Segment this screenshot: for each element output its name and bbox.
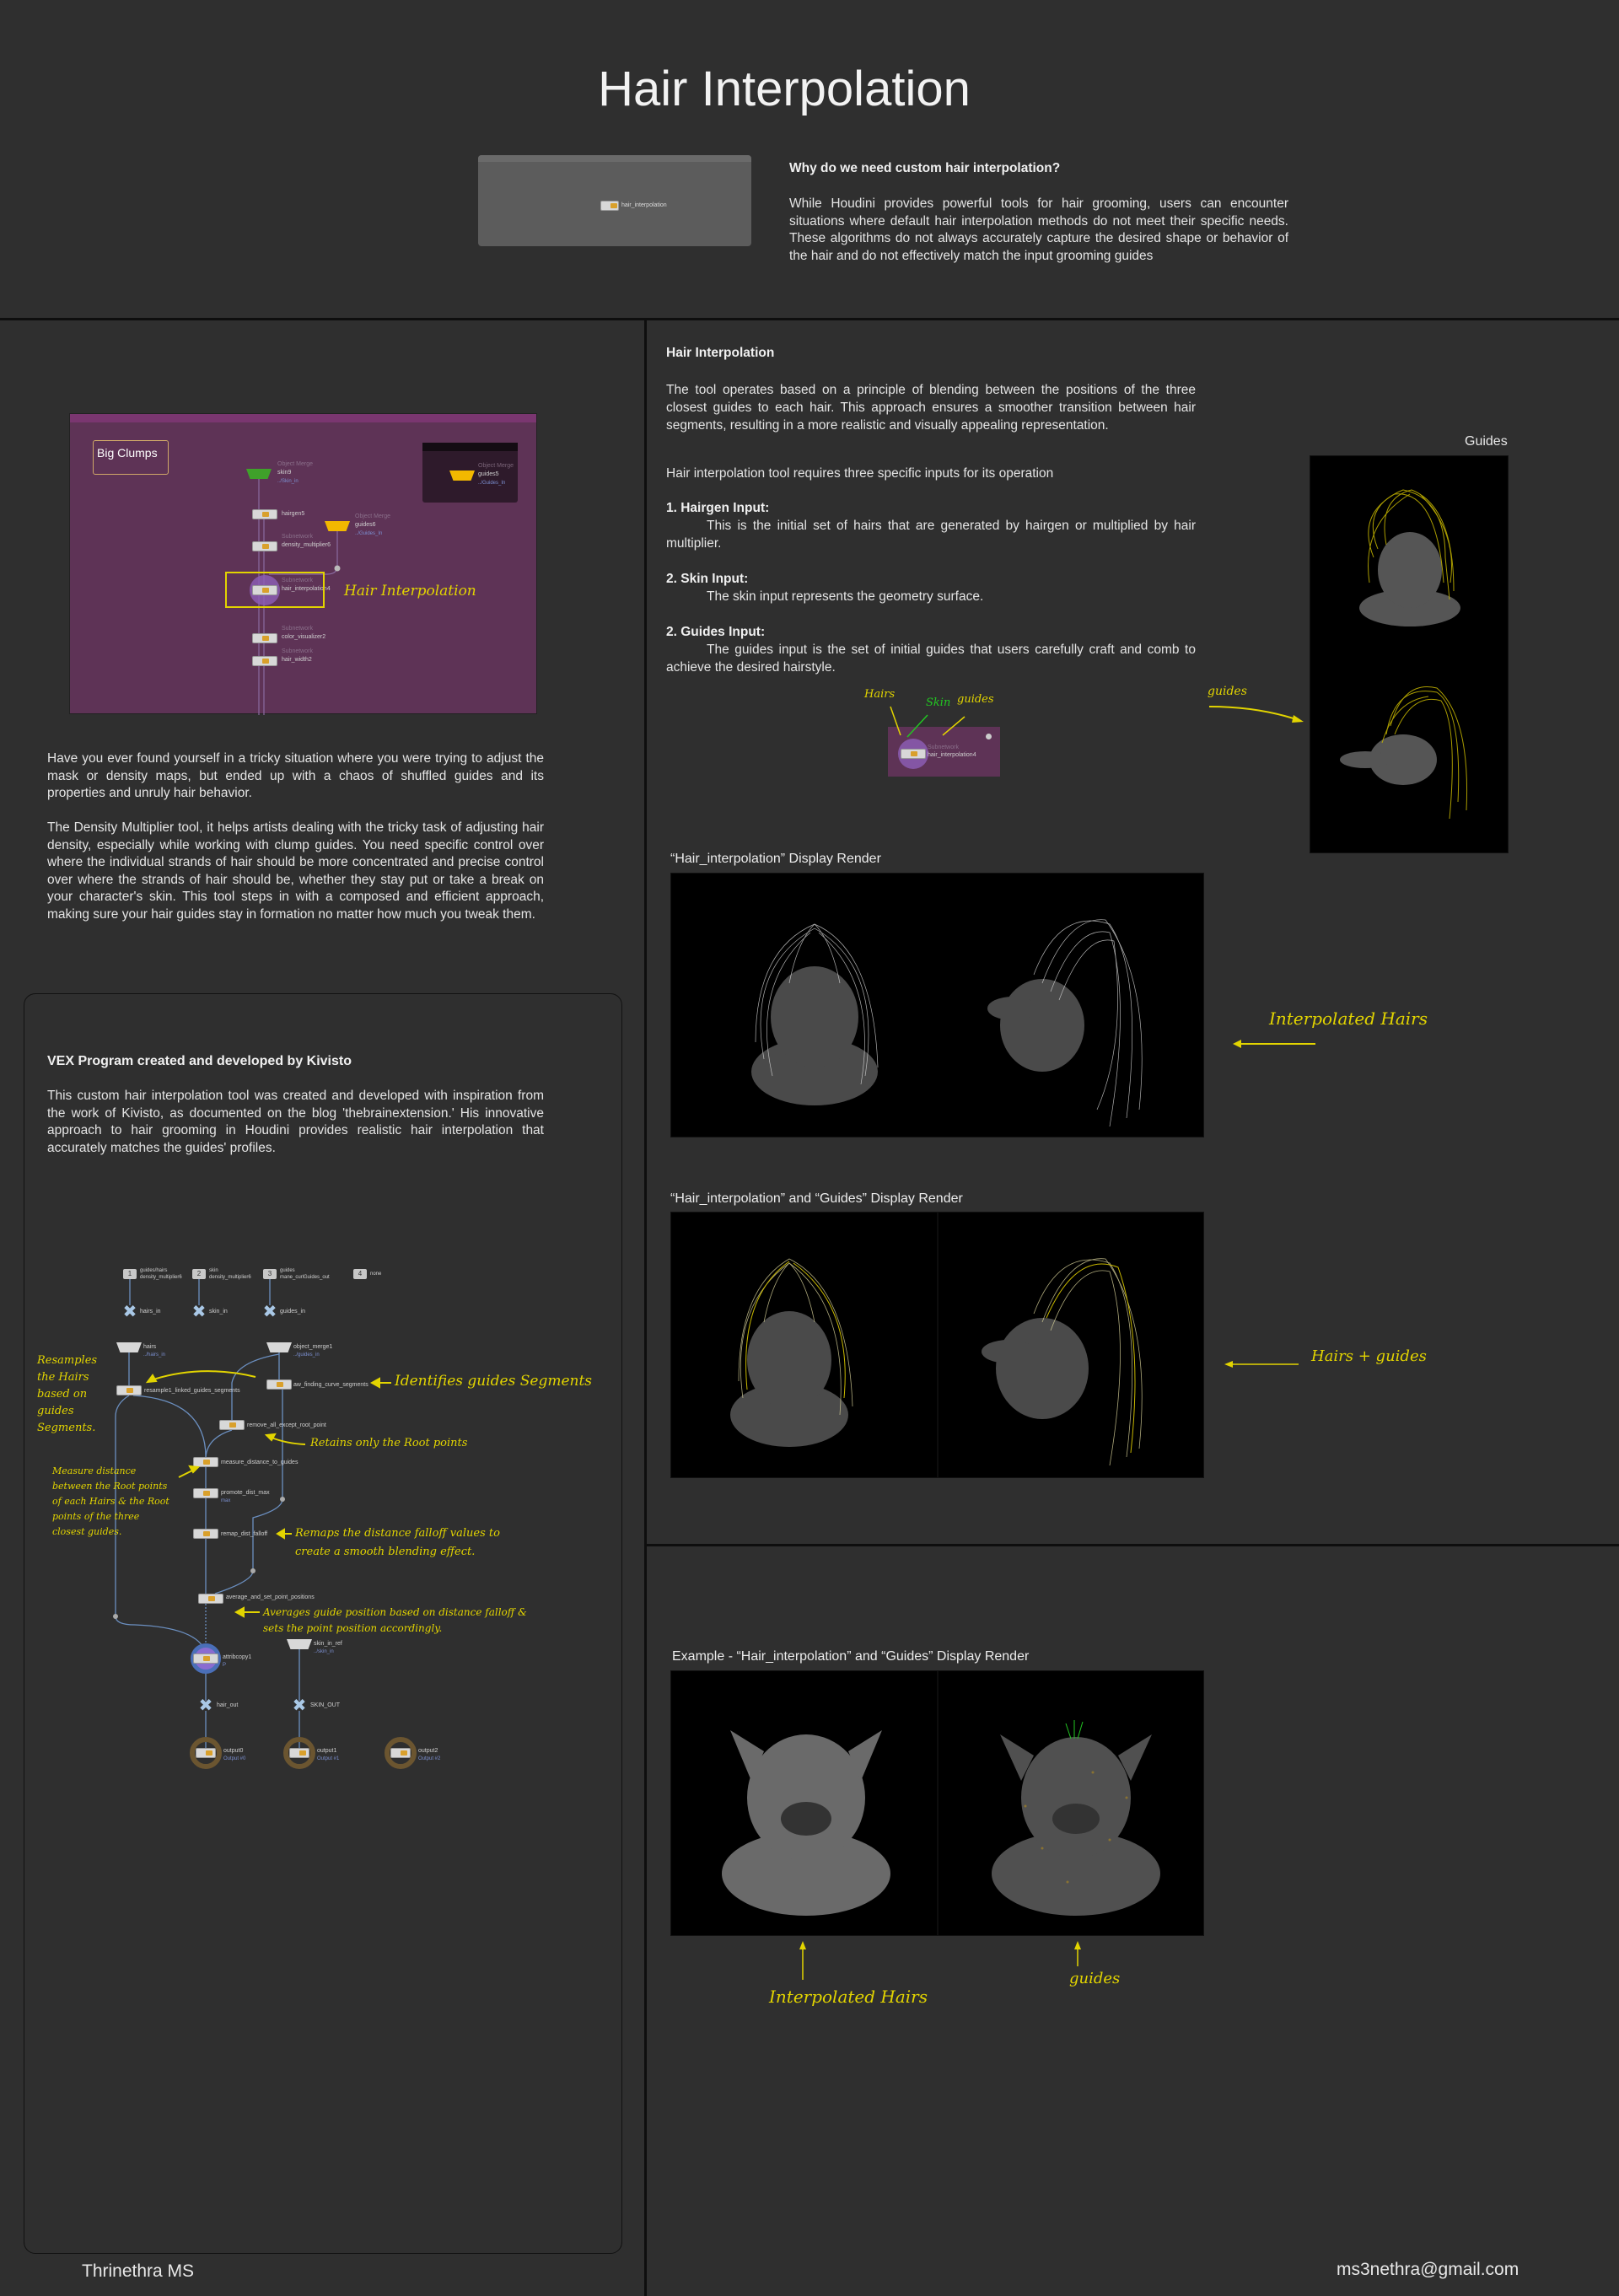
input-title: 2. Guides Input: [666,625,766,639]
intro-body: While Houdini provides powerful tools for hair grooming, users can encounter situations where default hair interpolation methods do not meet their specific needs. These algorithms do not always accurately capture the desired shape or behavior of the hair and do not effectively match the input grooming guides [789,196,1288,263]
node-sub-label: Output #0 [223,1756,246,1761]
example-render [670,1670,1204,1936]
highlight-rectangle [225,572,325,608]
node-name-label: skin_in [209,1309,228,1315]
null-node-icon[interactable]: ✖ [292,1696,307,1715]
node-output1[interactable] [289,1748,309,1758]
node-color-visualizer2[interactable] [252,633,277,643]
annotation-remaps: Remaps the distance falloff values to create a smooth blending effect. [295,1527,500,1558]
node-skin-in-ref[interactable] [287,1639,312,1649]
node-hair-width2[interactable] [252,656,277,666]
node-name-label: hair_interpolation4 [282,586,331,592]
annotation-arrow [1231,1035,1324,1052]
annotation-arrow [1223,1356,1307,1373]
node-type-label: Subnetwork [282,648,313,654]
node-name-label: remap_dist_falloff [221,1531,268,1537]
annotation-guides: guides [957,693,994,706]
node-name-label: promote_dist_max [221,1490,270,1496]
mini-annotation-arrows [860,703,978,738]
node-name-label: hairs [143,1344,157,1350]
column-divider [644,319,647,2296]
example-interpolated-hairs-annotation: Interpolated Hairs [769,1987,928,2007]
input-label: none [370,1272,382,1277]
node-label: hair_interpolation [621,202,667,208]
vex-body: This custom hair interpolation tool was created and developed with inspiration from the work of Kivisto, as documented on the blog 'thebrainextension.' His innovative approach to hair grooming in Houdini provides realistic hair interpolation that accurately matches the guides' profiles. [47,1089,544,1155]
node-sub-label: P [223,1663,227,1668]
node-name-label: hair_out [217,1702,239,1708]
node-density-multiplier6[interactable] [252,541,277,551]
node-type-label: Object Merge [478,463,514,469]
density-paragraph-2: The Density Multiplier tool, it helps artists dealing with the tricky task of adjusting hair density, especially while working with clump guides. You need specific control over where the individual strands of hair should be more concentrated and precise control over where the strands of hair should be, whether they stay put or take a break on your character's skin. This tool steps in with a composed and efficient approach, making sure your hair guides stay in formation no matter how much you tweak them. [47,820,544,922]
hair-interpolation-heading: Hair Interpolation [666,346,775,360]
node-name-label: measure_distance_to_guides [221,1460,299,1465]
node-hairgen5[interactable] [252,509,277,519]
null-node-icon[interactable]: ✖ [122,1303,137,1321]
node-path-label: ../Guides_In [478,481,506,486]
node-type-label: Subnetwork [928,745,959,750]
node-name-label: output2 [418,1748,438,1754]
guides-annotation-arrow [1208,703,1309,729]
annotation-identifies: Identifies guides Segments [395,1373,593,1390]
node-name-label: resample1_linked_guides_segments [144,1388,240,1394]
subnet-input-1[interactable]: 1 [123,1269,137,1279]
density-paragraph-1: Have you ever found yourself in a tricky situation where you were trying to adjust the mask or density maps, but ended up with a chaos of shuffled guides and its properties and unruly hair behavior. [47,751,544,800]
node-name-label: attribcopy1 [223,1654,252,1660]
render-caption: Example - “Hair_interpolation” and “Guides” Display Render [672,1649,1030,1664]
input-description: The skin input represents the geometry surface. [707,589,984,604]
guides-render [1310,455,1509,853]
input-label: guides/hairs [140,1268,168,1273]
render-illustration [671,1671,1204,1936]
network-box [422,443,518,503]
node-guides6[interactable] [325,521,350,531]
author-name: Thrinethra MS [82,2261,195,2281]
null-node-icon[interactable]: ✖ [191,1303,207,1321]
node-sub-label: Output #1 [317,1756,340,1761]
node-name-label: object_merge1 [293,1344,333,1350]
input-source: density_multiplier6 [140,1275,182,1280]
hair-interpolation-node-preview [478,155,751,246]
hair-interpolation-annotation: Hair Interpolation [344,583,476,600]
node-network-view [69,413,537,714]
node-path-label: ../skin_in [314,1649,334,1654]
node-skin9[interactable] [246,469,272,479]
node-output2[interactable] [390,1748,411,1758]
render-illustration [671,1213,1204,1478]
intro-heading: Why do we need custom hair interpolation? [789,161,1061,175]
node-hair-interpolation4[interactable] [901,749,926,759]
page-title: Hair Interpolation [598,62,971,116]
input-source: density_multiplier6 [209,1275,251,1280]
interpolated-hairs-annotation: Interpolated Hairs [1269,1008,1428,1029]
node-type-label: Subnetwork [282,534,313,540]
node-name-label: SKIN_OUT [310,1702,341,1708]
node-attribcopy1[interactable] [193,1653,218,1664]
input-title: 1. Hairgen Input: [666,501,770,515]
annotation-resample: Resamples the Hairs based on guides Segments. [37,1354,98,1434]
node-sub-label: max [221,1498,231,1503]
subnet-input-3[interactable]: 3 [263,1269,277,1279]
annotation-retains: Retains only the Root points [310,1437,468,1449]
input-description: This is the initial set of hairs that are generated by hairgen or multiplied by hair multiplier. [666,519,1196,551]
node-name-label: average_and_set_point_positions [226,1594,315,1600]
hair-and-guides-render [670,1212,1204,1478]
annotation-skin: Skin [926,696,951,709]
node-name-label: color_visualizer2 [282,634,326,640]
annotation-averages: Averages guide position based on distance falloff & sets the point position accordingly. [263,1606,527,1634]
annotation-measure: Measure distance between the Root points of each Hairs & the Root points of the three closest guides. [52,1465,169,1537]
guides-label: Guides [1465,434,1508,449]
example-annotation-arrows [793,1939,1096,1981]
hair-interpolation-render [670,873,1204,1137]
subnet-node-icon [600,201,619,211]
node-name-label: hairs_in [140,1309,161,1315]
null-node-icon[interactable]: ✖ [198,1696,213,1715]
subnet-input-2[interactable]: 2 [192,1269,206,1279]
node-type-label: Object Merge [355,514,391,519]
vex-heading: VEX Program created and developed by Kivisto [47,1054,352,1068]
node-name-label: remove_all_except_root_point [247,1422,326,1428]
node-sub-label: Output #2 [418,1756,441,1761]
node-type-label: Object Merge [277,461,314,467]
hairs-guides-annotation: Hairs + guides [1311,1347,1427,1365]
hair-interpolation-paragraph-2: Hair interpolation tool requires three specific inputs for its operation [666,466,1054,481]
node-name-label: guides6 [355,522,376,528]
node-name-label: skin9 [277,470,292,476]
node-guides5[interactable] [449,470,475,481]
node-name-label: output0 [223,1748,244,1754]
input-label: skin [209,1268,218,1273]
node-output0[interactable] [196,1748,216,1758]
node-path-label: ../guides_in [293,1352,320,1358]
node-name-label: hair_interpolation4 [928,752,976,758]
null-node-icon[interactable]: ✖ [262,1303,277,1321]
node-path-label: ../hairs_in [143,1352,166,1358]
hair-interpolation-paragraph-1: The tool operates based on a principle of blending between the positions of the three closest guides to each hair. This approach ensures a smoother transition between hair segments, resulting in a more realistic and visually appealing representation. [666,383,1196,433]
wire-dot [986,734,992,739]
annotation-hairs: Hairs [864,688,896,701]
input-label: guides [280,1268,295,1273]
node-name-label: output1 [317,1748,337,1754]
node-name-label: skin_in_ref [314,1641,342,1647]
render-caption: “Hair_interpolation” and “Guides” Display Render [670,1191,963,1206]
sticky-note-text: Big Clumps [97,446,158,460]
header-divider [0,318,1619,320]
node-name-label: guides5 [478,471,499,477]
node-type-label: Subnetwork [282,578,313,583]
render-illustration [671,874,1204,1137]
subnet-input-4[interactable]: 4 [353,1269,367,1279]
author-email[interactable]: ms3nethra@gmail.com [1337,2260,1519,2279]
node-name-label: density_multiplier6 [282,542,331,548]
node-name-label: guides_in [280,1309,305,1315]
guides-render-illustration [1310,456,1509,853]
node-type-label: Subnetwork [282,626,313,632]
node-name-label: aw_finding_curve_segments [293,1382,368,1388]
input-title: 2. Skin Input: [666,572,749,586]
node-name-label: hair_width2 [282,657,312,663]
input-source: mane_curlGuides_out [280,1275,330,1280]
input-description: The guides input is the set of initial guides that users carefully craft and comb to achieve the desired hairstyle. [666,643,1196,675]
example-guides-annotation: guides [1069,1970,1121,1987]
preview-titlebar [478,155,751,162]
node-path-label: ../Skin_in [277,479,299,484]
right-section-divider [645,1544,1619,1546]
node-path-label: ../Guides_In [355,531,383,536]
guides-annotation: guides [1208,685,1247,698]
render-caption: “Hair_interpolation” Display Render [670,852,881,866]
node-name-label: hairgen5 [282,511,305,517]
network-box-titlebar [422,443,518,451]
